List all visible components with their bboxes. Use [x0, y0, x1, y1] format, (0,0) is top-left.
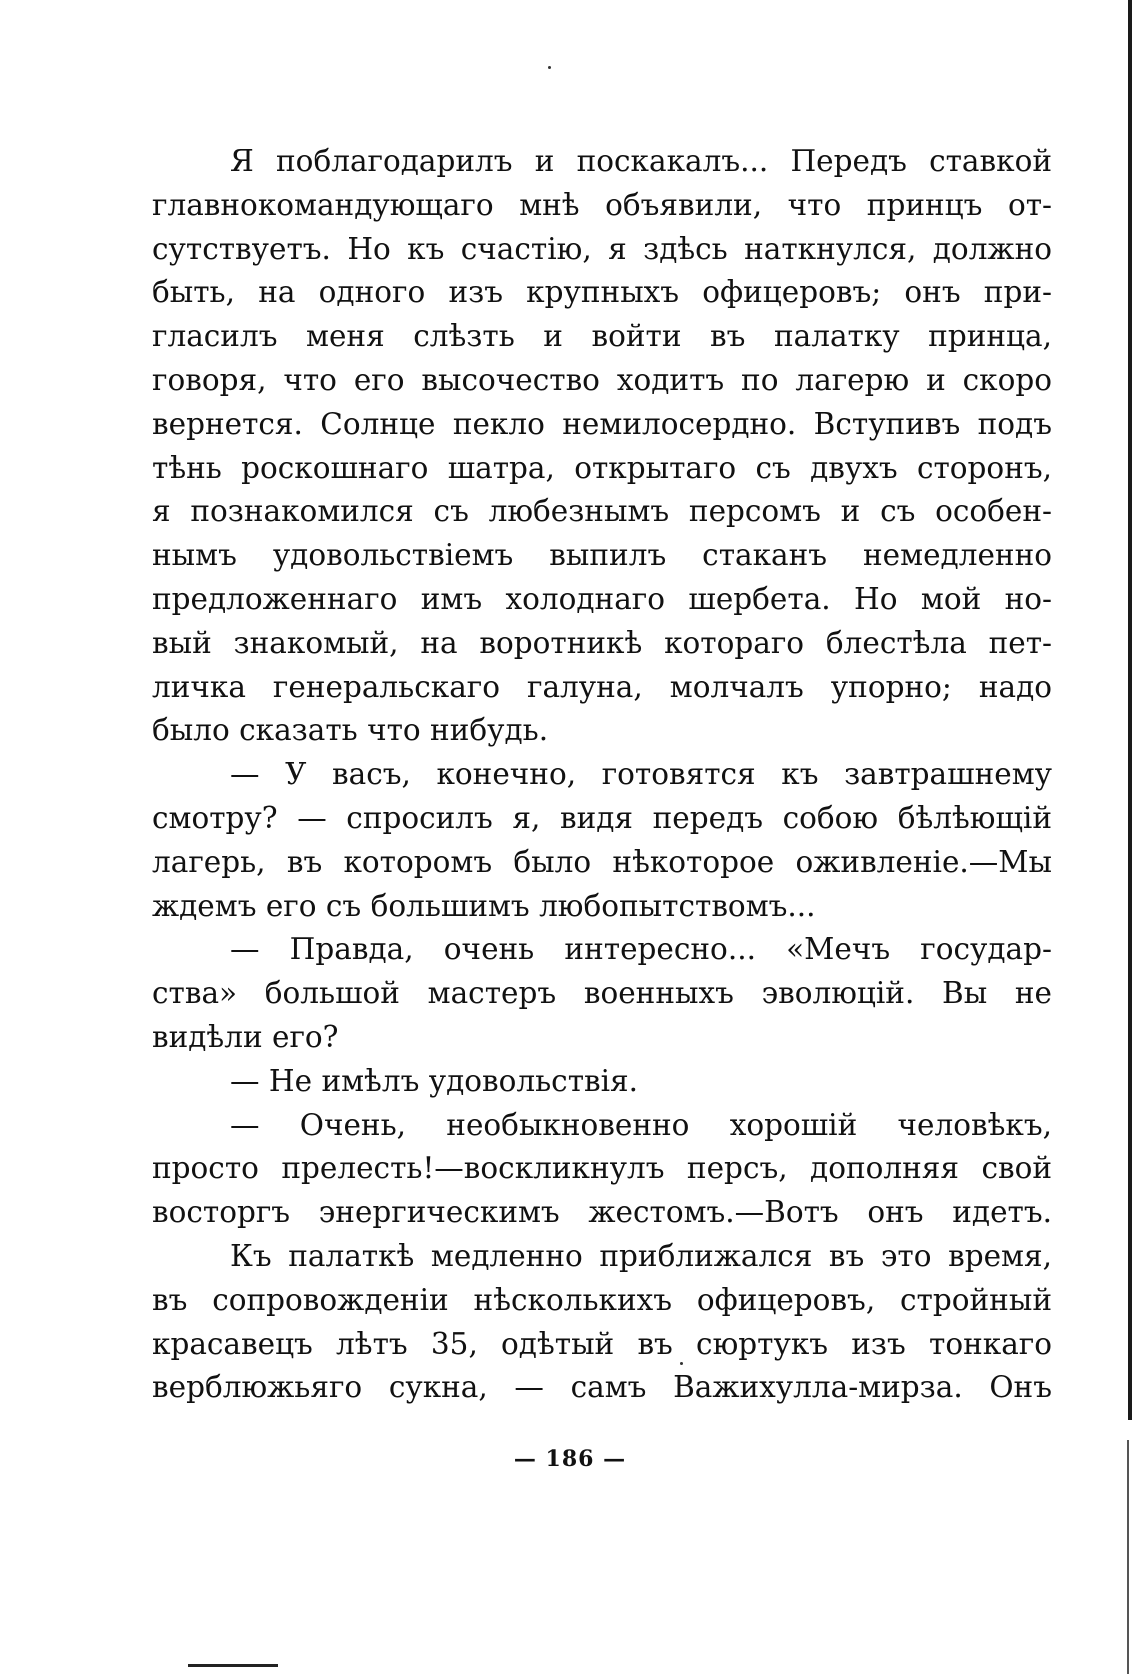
text-line: вернется. Солнце пекло немилосердно. Вступивъ подъ — [152, 406, 1052, 441]
text-line: вый знакомый, на воротникѣ котораго блестѣла пет- — [152, 625, 1052, 660]
text-line: — Правда, очень интересно... «Мечъ государ- — [230, 932, 1052, 967]
body-text — [152, 140, 1052, 1410]
page-number: — 186 — — [513, 1446, 627, 1472]
text-line: тѣнь роскошнаго шатра, открытаго съ двухъ сторонъ, — [152, 450, 1052, 485]
text-line: Къ палаткѣ медленно приближался въ это время, — [230, 1238, 1052, 1273]
text-line: ства» большой мастеръ военныхъ эволюцій. Вы не — [152, 976, 1052, 1011]
text-line: личка генеральскаго галуна, молчалъ упорно; надо — [152, 669, 1052, 704]
text-line: ждемъ его съ большимъ любопытствомъ... — [152, 888, 816, 923]
text-line: — Очень, необыкновенно хорошій человѣкъ, — [230, 1107, 1052, 1142]
text-line: я познакомился съ любезнымъ персомъ и съ особен- — [152, 494, 1052, 529]
text-line: — У васъ, конечно, готовятся къ завтрашнему — [230, 757, 1052, 792]
text-line: Я поблагодарилъ и поскакалъ... Передъ ставкой — [230, 144, 1052, 178]
text-line: было сказать что нибудь. — [152, 713, 549, 748]
text-line: лагерь, въ которомъ было нѣкоторое оживленіе.—Мы — [152, 844, 1052, 879]
text-line: главнокомандующаго мнѣ объявили, что принцъ от- — [152, 187, 1052, 222]
text-line: быть, на одного изъ крупныхъ офицеровъ; онъ при- — [152, 275, 1052, 310]
text-line: видѣли его? — [152, 1019, 339, 1054]
text-line: верблюжьяго сукна, — самъ Важихулла-мирза. Онъ — [152, 1370, 1052, 1405]
page-edge-rule — [1128, 0, 1132, 1420]
text-line: гласилъ меня слѣзть и войти въ палатку принца, — [152, 319, 1052, 354]
text-line: восторгъ энергическимъ жестомъ.—Вотъ онъ идетъ. — [152, 1195, 1052, 1230]
text-line: красавецъ лѣтъ 35, одѣтый въ сюртукъ изъ тонкаго — [152, 1326, 1052, 1361]
bottom-edge-rule — [188, 1664, 278, 1667]
text-line: смотру? — спросилъ я, видя передъ собою бѣлѣющій — [152, 800, 1052, 835]
text-line: просто прелесть!—воскликнулъ персъ, дополняя свой — [152, 1151, 1052, 1186]
text-line: въ сопровожденіи нѣсколькихъ офицеровъ, стройный — [152, 1282, 1052, 1317]
text-line: сутствуетъ. Но къ счастію, я здѣсь наткнулся, должно — [152, 231, 1052, 266]
text-line: предложеннаго имъ холоднаго шербета. Но мой но- — [152, 581, 1052, 616]
text-line: говоря, что его высочество ходитъ по лагерю и скоро — [152, 362, 1052, 397]
page-edge-rule-lower — [1127, 1440, 1129, 1674]
scan-speck — [548, 66, 551, 69]
text-line: нымъ удовольствіемъ выпилъ стаканъ немедленно — [152, 538, 1052, 573]
text-line: — Не имѣлъ удовольствія. — [230, 1063, 639, 1098]
